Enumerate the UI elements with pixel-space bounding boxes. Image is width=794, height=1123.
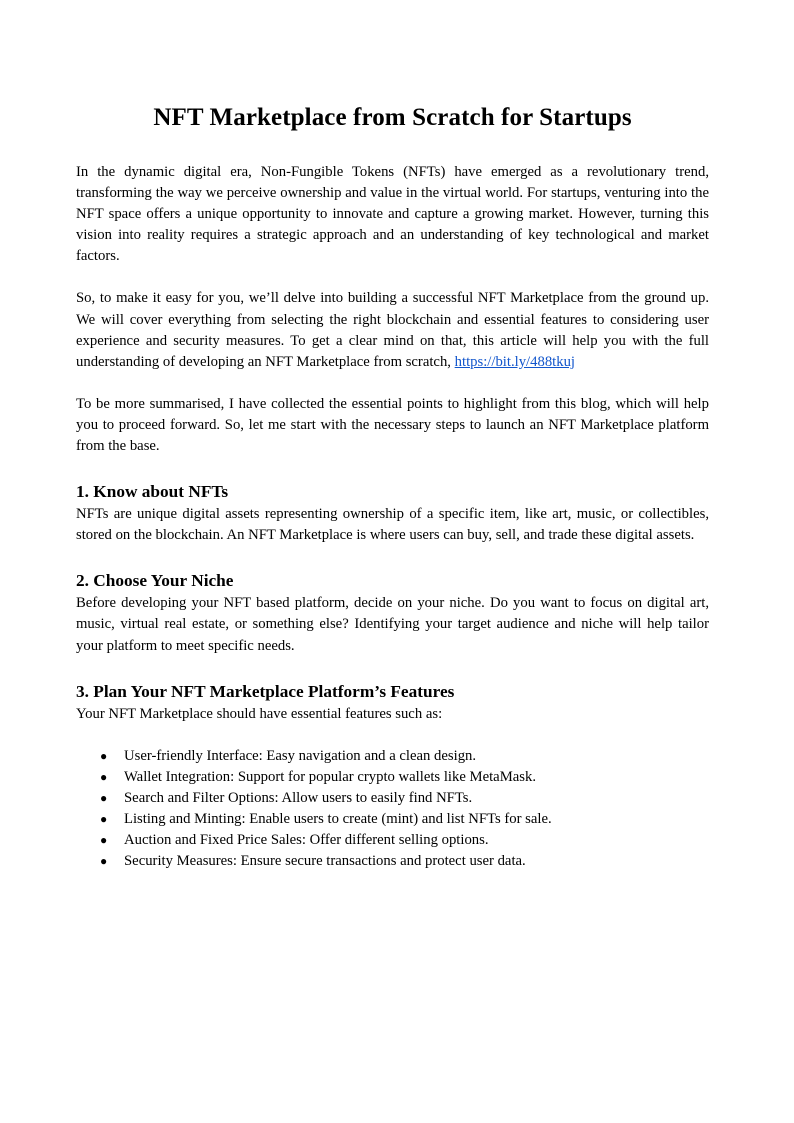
list-item [76,767,709,788]
section-text-choose-niche: Before developing your NFT based platform, decide on your niche. Do you want to focus on digital art, music, virtual real estate, or something else? Identifying your target audience and niche will help tailor your platform to meet specific needs. [76,595,709,654]
list-item-text: Security Measures: Ensure secure transactions and protect user data. [124,853,526,870]
document-page [76,102,709,872]
bullet-icon: ● [100,790,108,805]
list-item-text: Auction and Fixed Price Sales: Offer different selling options. [124,832,489,849]
section-heading-choose-niche: 2. Choose Your Niche [76,571,234,591]
bullet-icon: ● [100,833,108,848]
list-item-text: Search and Filter Options: Allow users to easily find NFTs. [124,789,473,806]
bullet-icon: ● [100,811,108,826]
document-title: NFT Marketplace from Scratch for Startups [153,104,632,131]
intro-paragraph-3: To be more summarised, I have collected the essential points to highlight from this blog, which will help you to proceed forward. So, let me start with the necessary steps to launch an NFT Marketplace platform from the base. [76,395,709,455]
section-heading-know-nfts: 1. Know about NFTs [76,482,229,502]
list-item [76,788,709,809]
list-item [76,851,709,872]
list-item [76,746,709,767]
section-heading-plan-features: 3. Plan Your NFT Marketplace Platform’s Features [76,681,455,701]
article-link[interactable]: https://bit.ly/488tkuj [454,353,576,370]
bullet-icon: ● [100,854,108,869]
list-item-text: Listing and Minting: Enable users to create (mint) and list NFTs for sale. [124,810,552,827]
intro-paragraph-2-text: So, to make it easy for you, we’ll delve into building a successful NFT Marketplace from the ground up. We will cover everything from selecting the right blockchain and essential features to considering user experience and security measures. To get a clear mind on that, this article will help you with the full understanding of developing an NFT Marketplace from scratch, [76,290,709,370]
list-item [76,830,709,851]
features-list [76,746,709,873]
bullet-icon: ● [100,769,108,784]
list-item-text: User-friendly Interface: Easy navigation and a clean design. [124,747,477,764]
list-item [76,809,709,830]
section-text-plan-features: Your NFT Marketplace should have essential features such as: [76,705,443,722]
intro-paragraph-1: In the dynamic digital era, Non-Fungible Tokens (NFTs) have emerged as a revolutionary trend, transforming the way we perceive ownership and value in the virtual world. For startups, venturing into the NFT space offers a unique opportunity to innovate and capture a growing market. However, turning this vision into reality requires a strategic approach and an understanding of key technological and market factors. [76,164,709,265]
intro-paragraph-2 [76,288,709,372]
bullet-icon: ● [100,748,108,763]
section-text-know-nfts: NFTs are unique digital assets representing ownership of a specific item, like art, music, or collectibles, stored on the blockchain. An NFT Marketplace is where users can buy, sell, and trade these digital assets. [76,506,709,544]
list-item-text: Wallet Integration: Support for popular crypto wallets like MetaMask. [124,768,537,785]
